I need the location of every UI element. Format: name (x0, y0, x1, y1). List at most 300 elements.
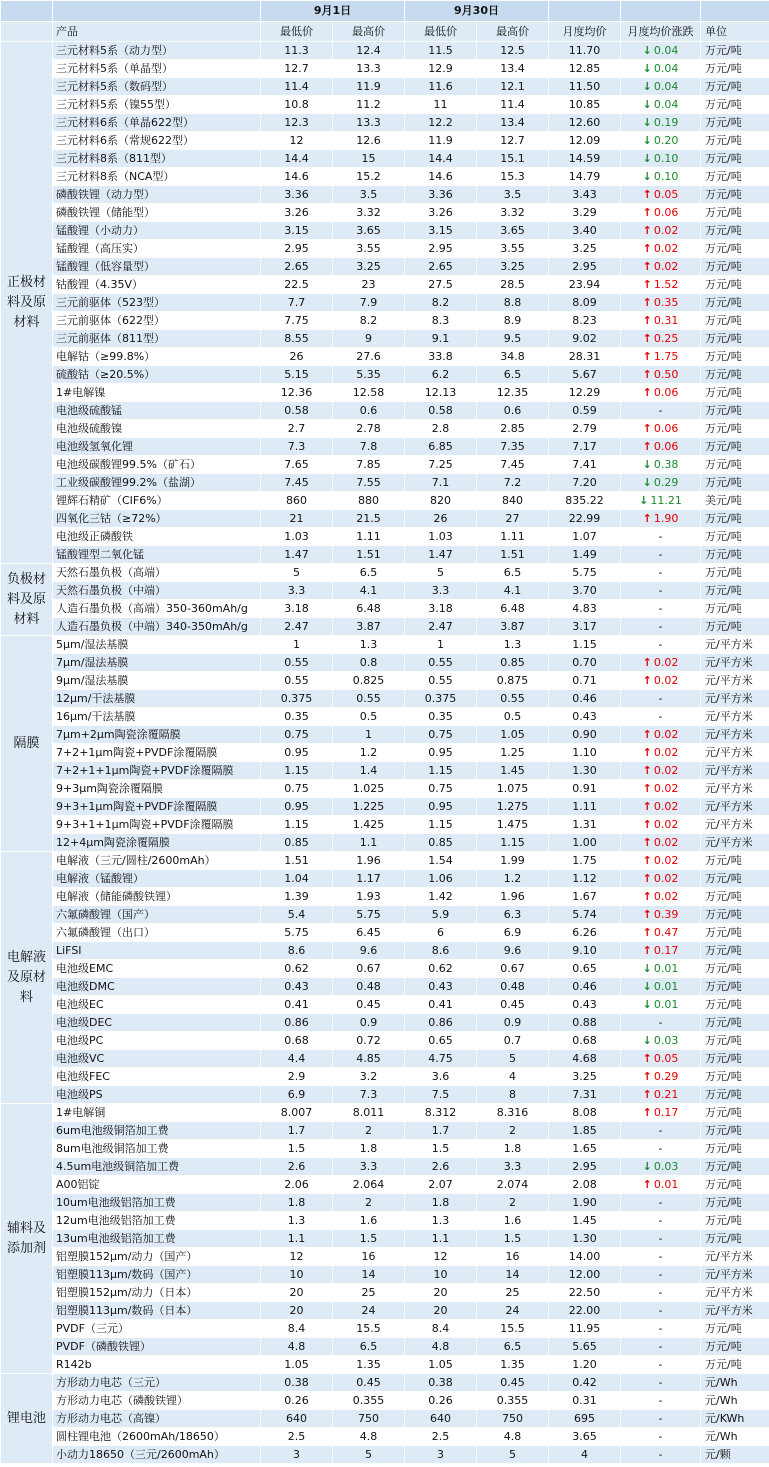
unit-label: 万元/吨 (701, 1194, 769, 1212)
table-row (1, 888, 769, 906)
monthly-change (621, 60, 701, 78)
table-row (1, 996, 769, 1014)
product-name: 四氧化三钴（≥72%） (53, 510, 261, 528)
monthly-avg: 8.23 (549, 312, 621, 330)
low-price-end: 1.05 (405, 1356, 477, 1374)
change-value: 0.38 (653, 458, 679, 471)
high-price-end: 1.3 (477, 636, 549, 654)
monthly-change (621, 996, 701, 1014)
monthly-avg: 0.31 (549, 1392, 621, 1410)
low-price-start: 0.86 (261, 1014, 333, 1032)
product-name: 电解液（锰酸锂） (53, 870, 261, 888)
change-value: 0.02 (653, 764, 679, 777)
low-price-end: 7.25 (405, 456, 477, 474)
arrow-down-icon: ↓ (642, 476, 652, 489)
low-price-start: 20 (261, 1284, 333, 1302)
product-name: 9+3μm陶瓷涂覆隔膜 (53, 780, 261, 798)
change-value: 0.04 (653, 44, 679, 57)
high-price-end: 2 (477, 1122, 549, 1140)
table-row (1, 1284, 769, 1302)
arrow-up-icon: ↑ (642, 656, 652, 669)
high-price-start: 1.025 (333, 780, 405, 798)
monthly-avg: 12.85 (549, 60, 621, 78)
monthly-change (621, 240, 701, 258)
monthly-change (621, 708, 701, 726)
high-price-end: 840 (477, 492, 549, 510)
high-price-start: 0.72 (333, 1032, 405, 1050)
monthly-change (621, 330, 701, 348)
monthly-change (621, 690, 701, 708)
monthly-avg: 3.29 (549, 204, 621, 222)
low-price-end: 8.4 (405, 1320, 477, 1338)
high-price-end: 1.96 (477, 888, 549, 906)
monthly-avg: 0.90 (549, 726, 621, 744)
change-value: 0.02 (653, 872, 679, 885)
table-row (1, 636, 769, 654)
change-value: 0.06 (653, 440, 679, 453)
change-value: - (658, 566, 663, 579)
table-row (1, 924, 769, 942)
low-price-end: 1.1 (405, 1230, 477, 1248)
table-row (1, 60, 769, 78)
change-value: - (658, 584, 663, 597)
table-row (1, 510, 769, 528)
high-price-start: 0.6 (333, 402, 405, 420)
high-price-start: 6.48 (333, 600, 405, 618)
high-price-start: 6.45 (333, 924, 405, 942)
product-name: 三元前驱体（622型） (53, 312, 261, 330)
product-name: 电池级氢氧化锂 (53, 438, 261, 456)
change-value: - (658, 602, 663, 615)
unit-label: 万元/吨 (701, 1068, 769, 1086)
change-value: 0.04 (653, 62, 679, 75)
monthly-change (621, 1140, 701, 1158)
product-name: 六氟磷酸锂（出口） (53, 924, 261, 942)
high-price-end: 0.875 (477, 672, 549, 690)
high-price-end: 1.51 (477, 546, 549, 564)
arrow-up-icon: ↑ (642, 206, 652, 219)
high-price-end: 12.7 (477, 132, 549, 150)
monthly-avg: 2.08 (549, 1176, 621, 1194)
unit-label: 万元/吨 (701, 258, 769, 276)
monthly-change (621, 870, 701, 888)
low-price-start: 8.007 (261, 1104, 333, 1122)
monthly-avg: 3.70 (549, 582, 621, 600)
high-price-start: 7.55 (333, 474, 405, 492)
change-value: 0.02 (653, 674, 679, 687)
monthly-avg: 0.91 (549, 780, 621, 798)
monthly-avg: 0.43 (549, 996, 621, 1014)
low-price-end: 2.8 (405, 420, 477, 438)
monthly-avg: 1.20 (549, 1356, 621, 1374)
low-price-end: 7.5 (405, 1086, 477, 1104)
high-price-start: 1.2 (333, 744, 405, 762)
low-price-start: 0.75 (261, 726, 333, 744)
unit-label: 万元/吨 (701, 96, 769, 114)
change-value: 0.06 (653, 206, 679, 219)
product-name: 电解钴（≥99.8%） (53, 348, 261, 366)
high-price-start: 0.48 (333, 978, 405, 996)
low-price-start: 1.7 (261, 1122, 333, 1140)
category-label: 负极材料及原材料 (1, 564, 53, 636)
high-price-start: 4.8 (333, 1428, 405, 1446)
low-price-end: 2.47 (405, 618, 477, 636)
product-name: 铝塑膜113μm/数码（国产） (53, 1266, 261, 1284)
monthly-change (621, 1014, 701, 1032)
low-price-end: 20 (405, 1302, 477, 1320)
high-price-start: 0.8 (333, 654, 405, 672)
monthly-change (621, 204, 701, 222)
monthly-avg: 8.09 (549, 294, 621, 312)
low-price-end: 0.35 (405, 708, 477, 726)
blank-product-cell (53, 1, 261, 22)
low-price-start: 2.7 (261, 420, 333, 438)
low-price-end: 1 (405, 636, 477, 654)
product-name: A00铝锭 (53, 1176, 261, 1194)
monthly-avg: 28.31 (549, 348, 621, 366)
high-price-start: 7.85 (333, 456, 405, 474)
arrow-up-icon: ↑ (642, 1088, 652, 1101)
arrow-up-icon: ↑ (642, 818, 652, 831)
high-price-start: 24 (333, 1302, 405, 1320)
arrow-down-icon: ↓ (642, 998, 652, 1011)
arrow-down-icon: ↓ (642, 80, 652, 93)
product-name: 16μm/干法基膜 (53, 708, 261, 726)
change-value: 0.17 (653, 1106, 679, 1119)
unit-label: 元/平方米 (701, 636, 769, 654)
high-price-end: 0.85 (477, 654, 549, 672)
low-price-end: 0.55 (405, 672, 477, 690)
table-row (1, 294, 769, 312)
monthly-change (621, 348, 701, 366)
change-value: - (658, 1376, 663, 1389)
low-price-start: 0.38 (261, 1374, 333, 1392)
high-price-start: 1.11 (333, 528, 405, 546)
high-price-start: 1.225 (333, 798, 405, 816)
low-price-end: 3 (405, 1446, 477, 1464)
low-price-end: 3.3 (405, 582, 477, 600)
arrow-up-icon: ↑ (642, 944, 652, 957)
high-price-end: 6.5 (477, 1338, 549, 1356)
high-price-end: 0.55 (477, 690, 549, 708)
low-price-end: 2.65 (405, 258, 477, 276)
table-row (1, 96, 769, 114)
monthly-avg: 5.67 (549, 366, 621, 384)
high-price-end: 16 (477, 1248, 549, 1266)
high-price-end-header: 最高价 (477, 22, 549, 42)
change-value: 0.10 (653, 170, 679, 183)
monthly-change (621, 1320, 701, 1338)
product-name: 方形动力电芯（高镍） (53, 1410, 261, 1428)
monthly-change (621, 1032, 701, 1050)
blank-category-header (1, 22, 53, 42)
unit-label: 万元/吨 (701, 78, 769, 96)
change-value: - (658, 1016, 663, 1029)
low-price-end: 6.2 (405, 366, 477, 384)
table-row (1, 1338, 769, 1356)
low-price-start: 2.47 (261, 618, 333, 636)
monthly-change-header: 月度均价涨跌 (621, 22, 701, 42)
product-name: 电池级硫酸锰 (53, 402, 261, 420)
monthly-change (621, 1446, 701, 1464)
product-name: 锰酸锂（低容量型） (53, 258, 261, 276)
high-price-end: 1.25 (477, 744, 549, 762)
high-price-start: 1 (333, 726, 405, 744)
change-value: 0.02 (653, 854, 679, 867)
high-price-start: 5.35 (333, 366, 405, 384)
product-name: LiFSI (53, 942, 261, 960)
high-price-start: 1.8 (333, 1140, 405, 1158)
low-price-end: 26 (405, 510, 477, 528)
table-row (1, 276, 769, 294)
low-price-end: 6 (405, 924, 477, 942)
low-price-end: 2.6 (405, 1158, 477, 1176)
high-price-end: 12.5 (477, 42, 549, 60)
change-value: - (658, 1394, 663, 1407)
high-price-start: 15.2 (333, 168, 405, 186)
table-row (1, 1176, 769, 1194)
low-price-start: 0.55 (261, 672, 333, 690)
table-row (1, 528, 769, 546)
high-price-start: 1.35 (333, 1356, 405, 1374)
monthly-change (621, 942, 701, 960)
arrow-down-icon: ↓ (642, 980, 652, 993)
low-price-start: 1.15 (261, 762, 333, 780)
unit-label: 美元/吨 (701, 492, 769, 510)
unit-label: 元/平方米 (701, 1284, 769, 1302)
high-price-end: 0.6 (477, 402, 549, 420)
product-name: 12um电池级铝箔加工费 (53, 1212, 261, 1230)
low-price-end: 27.5 (405, 276, 477, 294)
low-price-end: 11.6 (405, 78, 477, 96)
change-value: - (658, 1340, 663, 1353)
product-name: 锰酸锂型二氧化锰 (53, 546, 261, 564)
unit-label: 万元/吨 (701, 204, 769, 222)
low-price-end: 6.85 (405, 438, 477, 456)
monthly-avg: 1.45 (549, 1212, 621, 1230)
table-row (1, 834, 769, 852)
change-value: 0.47 (653, 926, 679, 939)
monthly-change (621, 1356, 701, 1374)
low-price-end: 14.4 (405, 150, 477, 168)
change-value: - (658, 1214, 663, 1227)
unit-label: 万元/吨 (701, 1212, 769, 1230)
arrow-up-icon: ↑ (642, 350, 652, 363)
high-price-start: 2.064 (333, 1176, 405, 1194)
monthly-change (621, 312, 701, 330)
arrow-up-icon: ↑ (642, 728, 652, 741)
product-name: 电解液（储能磷酸铁锂） (53, 888, 261, 906)
high-price-end: 2.074 (477, 1176, 549, 1194)
unit-label: 万元/吨 (701, 906, 769, 924)
table-row (1, 762, 769, 780)
monthly-change (621, 780, 701, 798)
monthly-change (621, 384, 701, 402)
high-price-start: 8.011 (333, 1104, 405, 1122)
high-price-end: 13.4 (477, 114, 549, 132)
blank-change-cell (621, 1, 701, 22)
product-name: 电池级碳酸锂99.5%（矿石） (53, 456, 261, 474)
low-price-start: 14.6 (261, 168, 333, 186)
monthly-avg: 2.79 (549, 420, 621, 438)
low-price-start: 8.4 (261, 1320, 333, 1338)
change-value: 0.02 (653, 224, 679, 237)
unit-label: 万元/吨 (701, 222, 769, 240)
category-label: 隔膜 (1, 636, 53, 852)
unit-label: 万元/吨 (701, 402, 769, 420)
change-value: 0.03 (653, 1160, 679, 1173)
blank-unit-cell (701, 1, 769, 22)
monthly-avg: 5.75 (549, 564, 621, 582)
monthly-change (621, 1104, 701, 1122)
low-price-end: 3.36 (405, 186, 477, 204)
high-price-end: 0.5 (477, 708, 549, 726)
high-price-end: 25 (477, 1284, 549, 1302)
low-price-end: 1.06 (405, 870, 477, 888)
low-price-start: 12 (261, 1248, 333, 1266)
monthly-avg: 1.07 (549, 528, 621, 546)
change-value: - (658, 1142, 663, 1155)
monthly-change (621, 1410, 701, 1428)
high-price-start: 1.17 (333, 870, 405, 888)
product-name: 方形动力电芯（三元） (53, 1374, 261, 1392)
product-name: 铝塑膜113μm/数码（日本） (53, 1302, 261, 1320)
product-name: 13um电池级铝箔加工费 (53, 1230, 261, 1248)
low-price-end: 12 (405, 1248, 477, 1266)
table-row (1, 186, 769, 204)
monthly-change (621, 564, 701, 582)
product-name: 小动力18650（三元/2600mAh） (53, 1446, 261, 1464)
high-price-start: 0.45 (333, 996, 405, 1014)
monthly-change (621, 834, 701, 852)
low-price-start: 2.5 (261, 1428, 333, 1446)
monthly-change (621, 906, 701, 924)
change-value: 0.05 (653, 1052, 679, 1065)
table-row (1, 672, 769, 690)
monthly-avg: 1.31 (549, 816, 621, 834)
monthly-avg: 0.43 (549, 708, 621, 726)
product-name: 三元材料8系（811型） (53, 150, 261, 168)
low-price-end: 1.54 (405, 852, 477, 870)
arrow-up-icon: ↑ (642, 1052, 652, 1065)
monthly-change (621, 1302, 701, 1320)
monthly-avg: 0.68 (549, 1032, 621, 1050)
unit-label: 万元/吨 (701, 564, 769, 582)
high-price-end: 5 (477, 1050, 549, 1068)
low-price-start: 6.9 (261, 1086, 333, 1104)
table-row (1, 258, 769, 276)
table-row (1, 312, 769, 330)
high-price-start: 23 (333, 276, 405, 294)
table-row (1, 1104, 769, 1122)
monthly-change (621, 402, 701, 420)
change-value: 0.01 (653, 1178, 679, 1191)
change-value: - (658, 692, 663, 705)
high-price-end: 1.99 (477, 852, 549, 870)
arrow-up-icon: ↑ (642, 800, 652, 813)
high-price-start: 11.2 (333, 96, 405, 114)
unit-label: 万元/吨 (701, 618, 769, 636)
table-row (1, 456, 769, 474)
table-row (1, 1212, 769, 1230)
change-value: 0.02 (653, 782, 679, 795)
high-price-start: 2 (333, 1122, 405, 1140)
product-name: 六氟磷酸锂（国产） (53, 906, 261, 924)
arrow-up-icon: ↑ (642, 746, 652, 759)
category-label: 电解液及原材料 (1, 852, 53, 1104)
low-price-start: 2.06 (261, 1176, 333, 1194)
arrow-down-icon: ↓ (639, 494, 649, 507)
high-price-start: 880 (333, 492, 405, 510)
product-name: 工业级碳酸锂99.2%（盐湖） (53, 474, 261, 492)
arrow-up-icon: ↑ (642, 1178, 652, 1191)
low-price-start: 12.36 (261, 384, 333, 402)
monthly-change (621, 438, 701, 456)
monthly-avg: 0.59 (549, 402, 621, 420)
product-name: 电池级EC (53, 996, 261, 1014)
low-price-end: 9.1 (405, 330, 477, 348)
table-row (1, 1230, 769, 1248)
product-name: 硫酸钴（≥20.5%） (53, 366, 261, 384)
low-price-start: 0.55 (261, 654, 333, 672)
high-price-start: 0.355 (333, 1392, 405, 1410)
unit-label: 万元/吨 (701, 150, 769, 168)
low-price-start: 1.39 (261, 888, 333, 906)
unit-label: 元/平方米 (701, 1266, 769, 1284)
change-value: 0.31 (653, 314, 679, 327)
low-price-end: 12.2 (405, 114, 477, 132)
change-value: 0.04 (653, 98, 679, 111)
table-row (1, 564, 769, 582)
high-price-end: 1.075 (477, 780, 549, 798)
monthly-avg: 1.30 (549, 762, 621, 780)
product-name: 9+3+1+1μm陶瓷+PVDF涂覆隔膜 (53, 816, 261, 834)
high-price-end: 6.9 (477, 924, 549, 942)
unit-label: 元/平方米 (701, 780, 769, 798)
product-name: 三元材料6系（单晶622型） (53, 114, 261, 132)
product-name: 9+3+1μm陶瓷+PVDF涂覆隔膜 (53, 798, 261, 816)
low-price-start: 7.75 (261, 312, 333, 330)
high-price-end: 28.5 (477, 276, 549, 294)
monthly-avg: 12.60 (549, 114, 621, 132)
low-price-start: 4.8 (261, 1338, 333, 1356)
unit-label: 万元/吨 (701, 456, 769, 474)
arrow-up-icon: ↑ (642, 368, 652, 381)
arrow-up-icon: ↑ (642, 836, 652, 849)
table-row (1, 582, 769, 600)
low-price-end: 1.47 (405, 546, 477, 564)
arrow-up-icon: ↑ (642, 440, 652, 453)
monthly-avg: 3.65 (549, 1428, 621, 1446)
table-row (1, 870, 769, 888)
change-value: - (658, 1232, 663, 1245)
table-row (1, 1248, 769, 1266)
high-price-start: 13.3 (333, 114, 405, 132)
product-name: 锰酸锂（小动力） (53, 222, 261, 240)
monthly-change (621, 1248, 701, 1266)
product-name: R142b (53, 1356, 261, 1374)
product-name: 三元前驱体（811型） (53, 330, 261, 348)
monthly-avg: 1.67 (549, 888, 621, 906)
unit-label: 万元/吨 (701, 960, 769, 978)
high-price-start: 3.87 (333, 618, 405, 636)
product-name: 电池级正磷酸铁 (53, 528, 261, 546)
low-price-start: 1.15 (261, 816, 333, 834)
monthly-change (621, 1050, 701, 1068)
monthly-change (621, 1338, 701, 1356)
low-price-start: 0.62 (261, 960, 333, 978)
table-row (1, 348, 769, 366)
